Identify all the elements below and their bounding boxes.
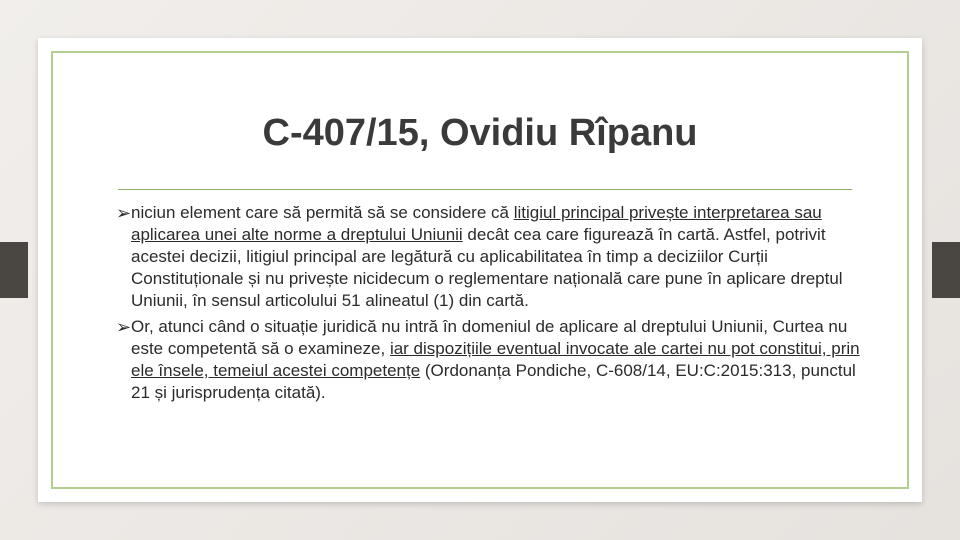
bullet-text: decât cea care figurează în cartă. Astfel, potrivit acestei decizii, litigiul principal are legătură cu aplicabilitatea în timp a deciziilor Curții Constituționale și nu privește nicidecum o reglementare națională care pune în aplicare dreptul Uniunii, în sensul articolului 51 alineatul (1) din cartă. [131, 225, 843, 310]
bullet-text: niciun element care să permită să se considere că [131, 203, 514, 222]
slide-body [116, 202, 866, 408]
bullet-text: (Ordonanța Pondiche, C-608/14, EU:C:2015:313, punctul 21 și jurisprudența citată). [131, 361, 856, 402]
slide-card [38, 38, 922, 502]
title-divider [118, 189, 852, 190]
underlined-text: iar dispozițiile eventual invocate ale cartei nu pot constitui, prin ele însele, temeiul acestei competențe [131, 339, 860, 380]
arrow-bullet-icon: ➢ [116, 317, 132, 337]
right-decor-tab [932, 242, 960, 298]
underlined-text: litigiul principal privește interpretarea sau aplicarea unei alte norme a dreptului Uniunii [131, 203, 822, 244]
slide-title: C-407/15, Ovidiu Rîpanu [262, 112, 698, 154]
arrow-bullet-icon: ➢ [116, 203, 132, 223]
bullet-item [116, 316, 866, 404]
bullet-text: Or, atunci când o situație juridică nu intră în domeniul de aplicare al dreptului Uniunii, Curtea nu este competentă să o examineze, [131, 317, 848, 358]
bullet-item [116, 202, 866, 312]
left-decor-tab [0, 242, 28, 298]
